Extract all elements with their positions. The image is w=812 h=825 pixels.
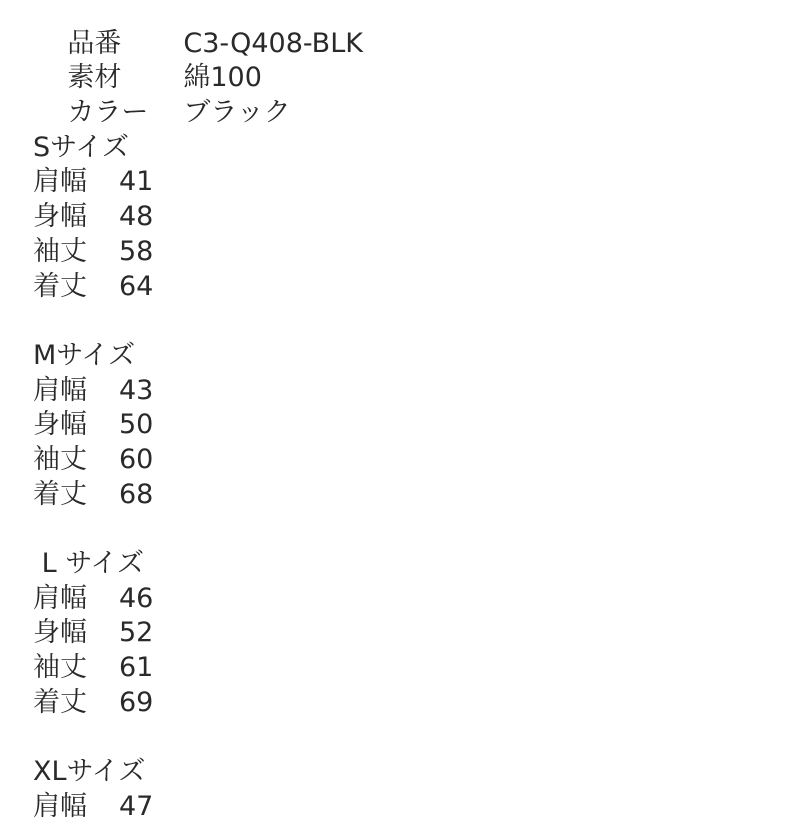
measurement-row — [33, 270, 793, 305]
color-value: ブラック — [183, 97, 291, 129]
measurement-value: 69 — [119, 686, 154, 718]
measurement-label: 袖丈 — [33, 235, 87, 267]
measurement-label: 袖丈 — [33, 652, 87, 684]
product-code-line — [33, 0, 793, 59]
size-title: Mサイズ — [33, 339, 136, 371]
measurement-row — [33, 200, 793, 235]
measurement-label: 身幅 — [33, 201, 87, 233]
size-title: Sサイズ — [33, 131, 129, 163]
blank-line — [33, 512, 793, 547]
color-label: カラー — [67, 97, 149, 129]
measurement-label: 肩幅 — [33, 374, 87, 406]
measurement-row — [33, 408, 793, 443]
measurement-row — [33, 651, 793, 686]
blank-line — [33, 720, 793, 755]
product-code-value: C3-Q408-BLK — [183, 27, 363, 59]
measurement-value: 47 — [119, 790, 154, 822]
measurement-row — [33, 374, 793, 409]
material-label: 素材 — [67, 62, 122, 94]
measurement-value: 43 — [119, 374, 154, 406]
measurement-label: 袖丈 — [33, 443, 87, 475]
measurement-label: 着丈 — [33, 478, 87, 510]
measurement-row — [33, 790, 793, 825]
size-title: L サイズ — [33, 548, 145, 579]
material-value: 綿100 — [183, 62, 262, 94]
measurement-value: 58 — [119, 235, 154, 267]
measurement-value: 46 — [119, 582, 154, 614]
measurement-value: 68 — [119, 478, 154, 510]
product-spec-text — [33, 0, 793, 825]
measurement-label: 着丈 — [33, 270, 87, 302]
measurement-label: 肩幅 — [33, 582, 87, 614]
measurement-label: 着丈 — [33, 686, 87, 718]
measurement-value: 60 — [119, 443, 154, 475]
measurement-row — [33, 165, 793, 200]
measurement-row — [33, 686, 793, 721]
measurement-value: 50 — [119, 409, 154, 441]
measurement-value: 52 — [119, 617, 154, 649]
measurement-value: 48 — [119, 201, 154, 233]
measurement-label: 肩幅 — [33, 790, 87, 822]
measurement-label: 肩幅 — [33, 166, 87, 198]
blank-line — [33, 304, 793, 339]
size-title: XLサイズ — [33, 756, 146, 788]
measurement-row — [33, 478, 793, 513]
measurement-row — [33, 582, 793, 617]
measurement-value: 61 — [119, 652, 154, 684]
product-code-label: 品番 — [67, 27, 122, 59]
measurement-row — [33, 235, 793, 270]
measurement-row — [33, 443, 793, 478]
measurement-label: 身幅 — [33, 617, 87, 649]
measurement-value: 41 — [119, 166, 154, 198]
measurement-row — [33, 616, 793, 651]
measurement-value: 64 — [119, 270, 154, 302]
measurement-label: 身幅 — [33, 409, 87, 441]
